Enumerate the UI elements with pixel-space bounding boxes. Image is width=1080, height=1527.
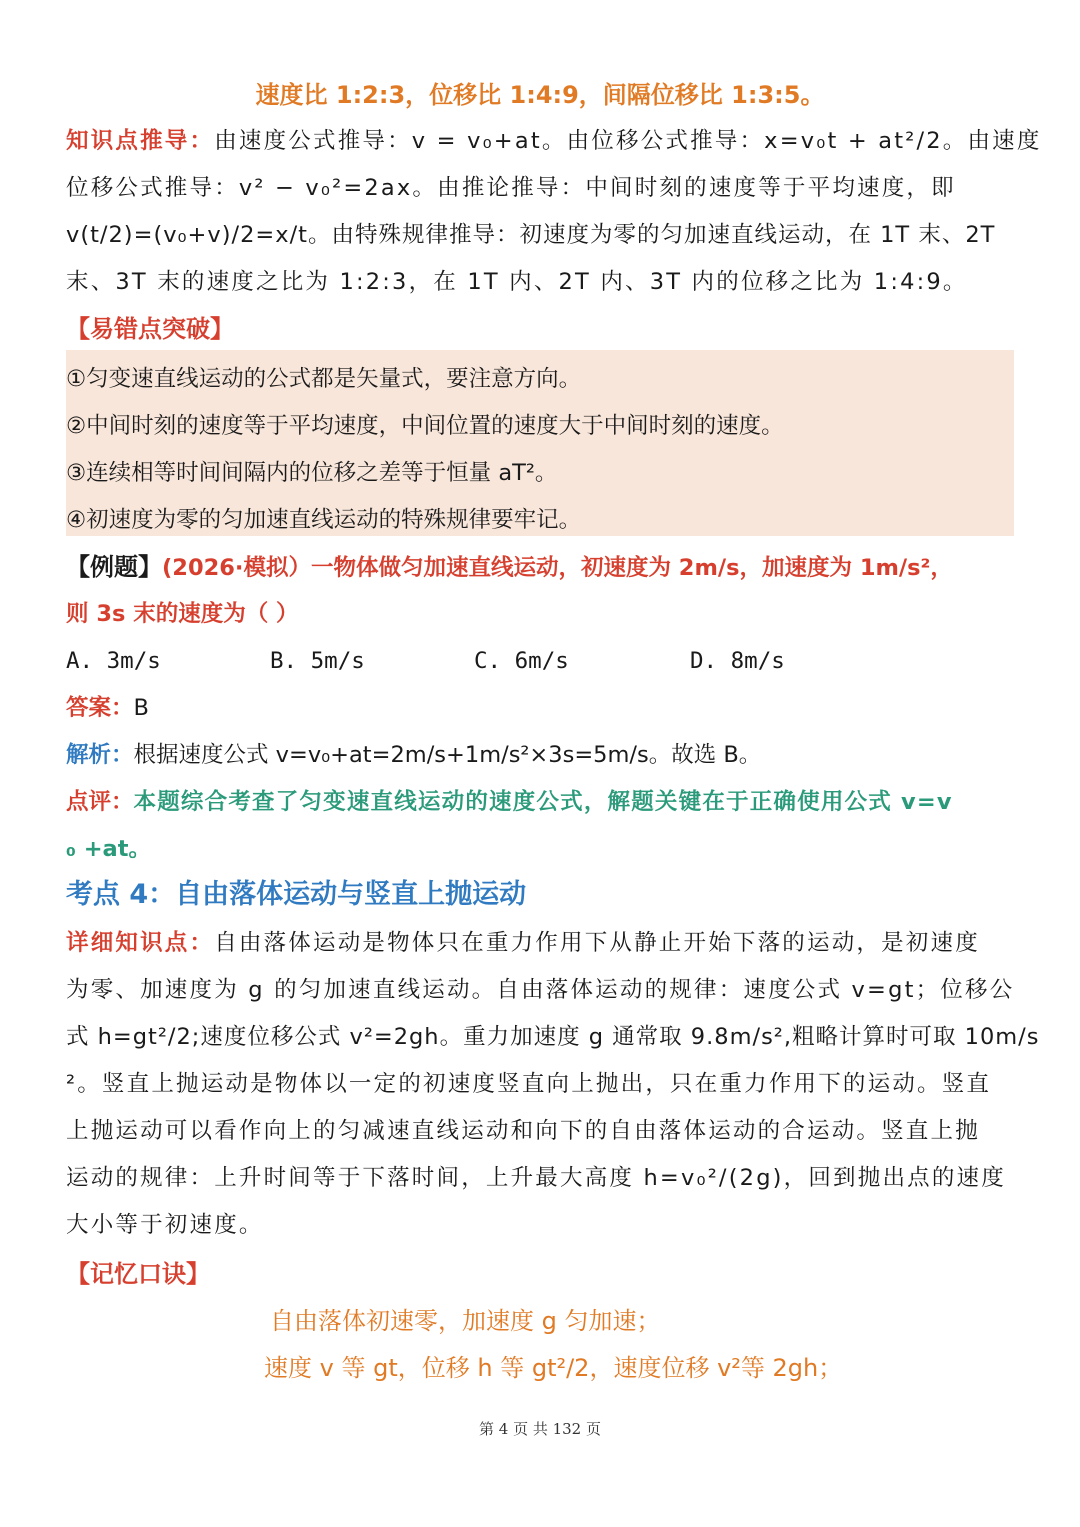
option-a: A. 3m/s (66, 648, 161, 674)
memory-line-2: 速度 v 等 gt，位移 h 等 gt²/2，速度位移 v²等 2gh； (264, 1354, 843, 1382)
kp4-line-7: 大小等于初速度。 (66, 1212, 264, 1238)
mistakes-heading: 【易错点突破】 (66, 315, 234, 343)
section-title-kp4: 考点 4：自由落体运动与竖直上抛运动 (66, 879, 527, 910)
kp4-line-5: 上抛运动可以看作向上的匀减速直线运动和向下的自由落体运动的合运动。竖直上抛 (66, 1118, 980, 1144)
derivation-line-4: 末、3T 末的速度之比为 1:2:3，在 1T 内、2T 内、3T 内的位移之比为 1:4:9。 (66, 269, 968, 295)
analysis-line: 解析：根据速度公式 v=v₀+at=2m/s+1m/s²×3s=5m/s。故选 B。 (66, 742, 762, 768)
option-b: B. 5m/s (270, 648, 365, 674)
example-line-2: 则 3s 末的速度为（ ） (66, 601, 299, 627)
option-c: C. 6m/s (474, 648, 569, 674)
memory-heading: 【记忆口诀】 (66, 1260, 210, 1288)
comment-line-2: ₀ +at。 (66, 836, 151, 862)
mistake-item-3: ③连续相等时间间隔内的位移之差等于恒量 aT²。 (66, 460, 558, 486)
derivation-line-2: 位移公式推导：v² − v₀²=2ax。由推论推导：中间时刻的速度等于平均速度，即 (66, 175, 956, 201)
analysis-label: 解析： (66, 742, 134, 768)
answer-value: B (133, 695, 149, 721)
kp4-line-3: 式 h=gt²/2;速度位移公式 v²=2gh。重力加速度 g 通常取 9.8m/s²,粗略计算时可取 10m/s (66, 1024, 1040, 1050)
page-footer: 第 4 页 共 132 页 (478, 1420, 601, 1438)
derivation-line-1: 知识点推导：由速度公式推导：v = v₀+at。由位移公式推导：x=v₀t + at²/2。由速度 (66, 128, 1042, 154)
kp4-line-1: 详细知识点：自由落体运动是物体只在重力作用下从静止开始下落的运动，是初速度 (66, 930, 980, 956)
derivation-line-3: v(t/2)=(v₀+v)/2=x/t。由特殊规律推导：初速度为零的匀加速直线运动，在 1T 末、2T (66, 222, 996, 248)
mistake-item-2: ②中间时刻的速度等于平均速度，中间位置的速度大于中间时刻的速度。 (66, 413, 784, 439)
example-heading: 【例题】 (66, 553, 162, 581)
mistake-item-1: ①匀变速直线运动的公式都是矢量式，要注意方向。 (66, 366, 582, 392)
option-d: D. 8m/s (690, 648, 785, 674)
kp4-label: 详细知识点： (66, 930, 215, 956)
derivation-label: 知识点推导： (66, 128, 215, 154)
comment-line-1: 点评：本题综合考查了匀变速直线运动的速度公式，解题关键在于正确使用公式 v=v (66, 789, 953, 815)
answer-label: 答案： (66, 695, 134, 721)
kp4-line-6: 运动的规律：上升时间等于下落时间，上升最大高度 h=v₀²/(2g)，回到抛出点的速度 (66, 1165, 1006, 1191)
comment-label: 点评： (66, 789, 134, 815)
mistake-item-4: ④初速度为零的匀加速直线运动的特殊规律要牢记。 (66, 507, 582, 533)
kp4-line-4: ²。竖直上抛运动是物体以一定的初速度竖直向上抛出，只在重力作用下的运动。竖直 (66, 1071, 992, 1097)
ratio-summary: 速度比 1:2:3，位移比 1:4:9，间隔位移比 1:3:5。 (255, 81, 825, 109)
answer-line (66, 693, 1016, 723)
example-line-1: 【例题】(2026·模拟）一物体做匀加速直线运动，初速度为 2m/s，加速度为 1m/s²， (66, 553, 953, 581)
kp4-line-2: 为零、加速度为 g 的匀加速直线运动。自由落体运动的规律：速度公式 v=gt；位移公 (66, 977, 1015, 1003)
memory-line-1: 自由落体初速零，加速度 g 匀加速； (270, 1307, 661, 1335)
